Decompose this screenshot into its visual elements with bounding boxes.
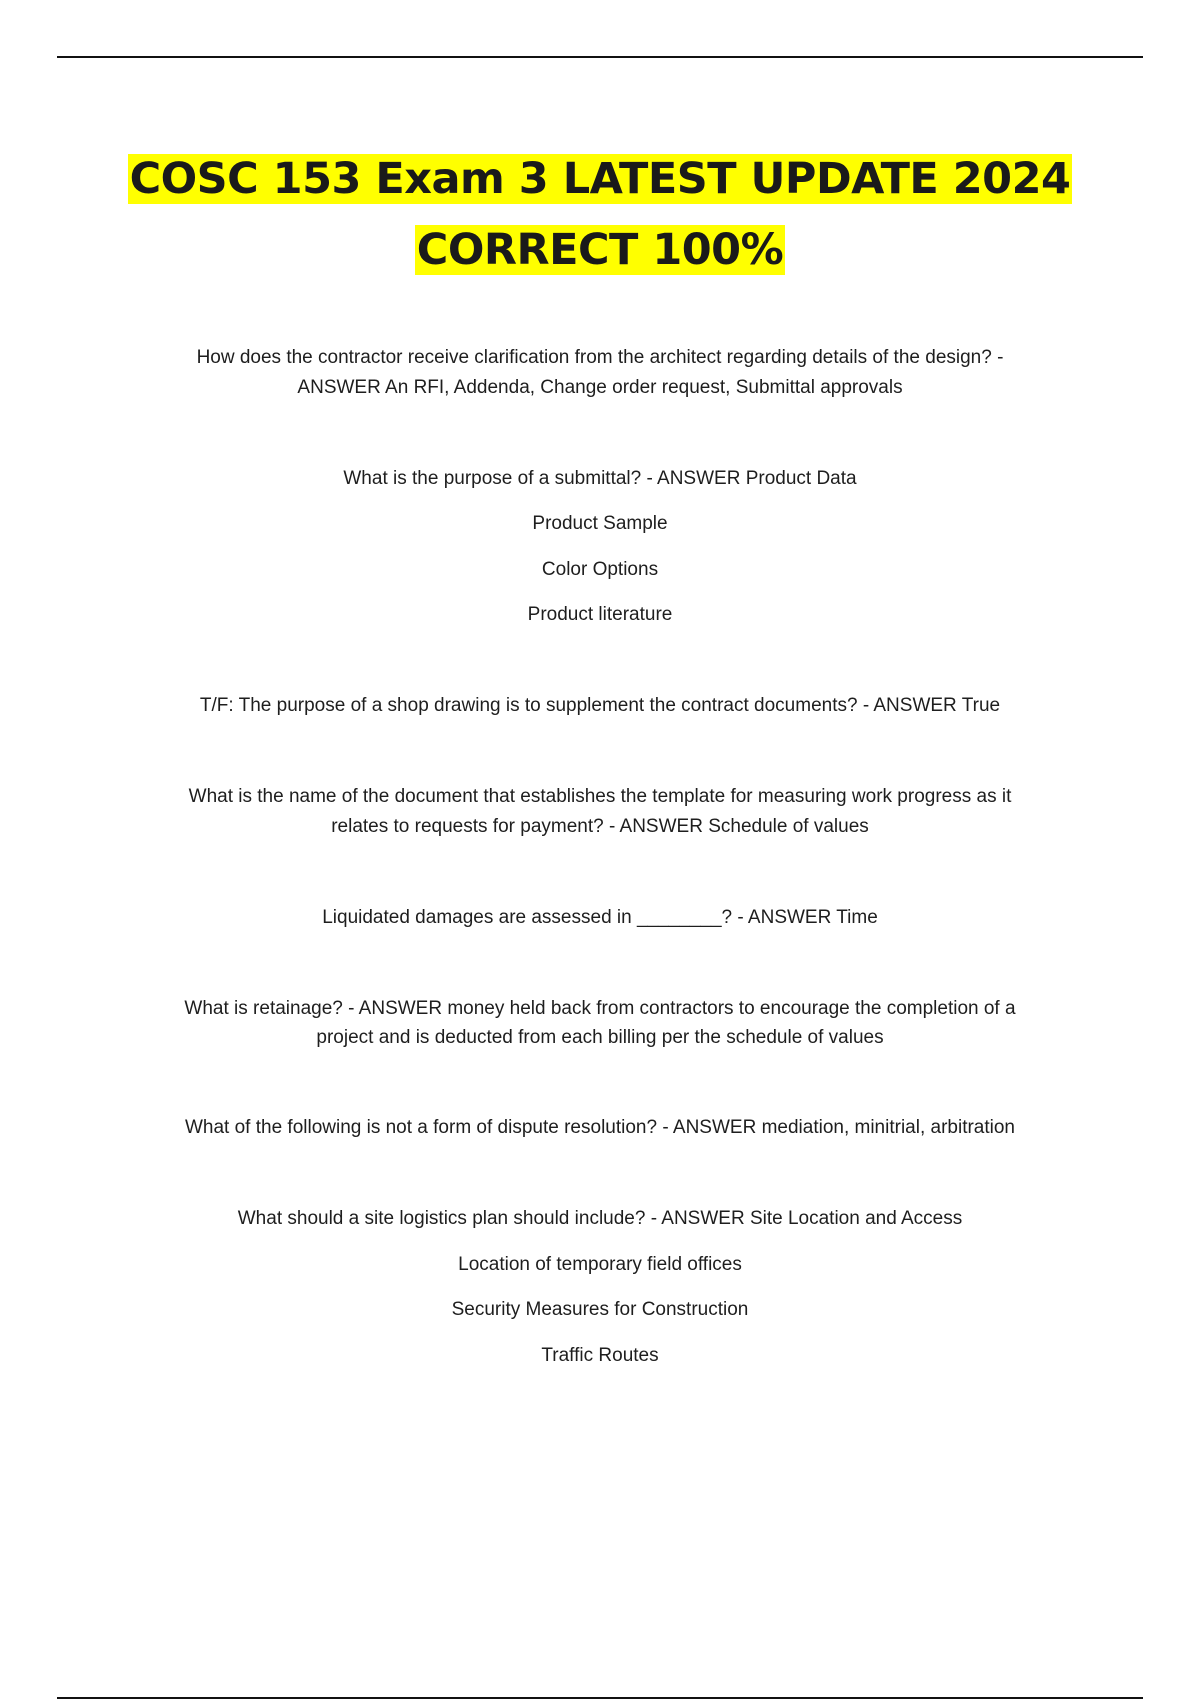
question-1-line-1: How does the contractor receive clarification from the architect regarding details of the design? - [196, 347, 1004, 368]
question-2-line-1: What is the purpose of a submittal? - ANSWER Product Data [343, 468, 857, 489]
question-2-extra-2: Color Options [541, 559, 659, 580]
question-3-line-1: T/F: The purpose of a shop drawing is to supplement the contract documents? - ANSWER True [199, 695, 1001, 716]
bottom-rule [57, 1697, 1143, 1699]
document-title [0, 144, 1200, 286]
question-2-extra-3: Product literature [527, 604, 673, 625]
question-6-line-2: project and is deducted from each billing per the schedule of values [316, 1027, 884, 1048]
question-7-line-1: What of the following is not a form of dispute resolution? - ANSWER mediation, minitrial, arbitration [184, 1117, 1016, 1138]
question-1-line-2: ANSWER An RFI, Addenda, Change order request, Submittal approvals [297, 377, 903, 398]
question-8-line-1: What should a site logistics plan should include? - ANSWER Site Location and Access [237, 1208, 963, 1229]
question-8-extra-2: Security Measures for Construction [451, 1299, 749, 1320]
question-8-extra-3: Traffic Routes [541, 1345, 659, 1366]
question-5-line-1: Liquidated damages are assessed in ________? - ANSWER Time [322, 907, 878, 928]
title-line-2: CORRECT 100% [416, 225, 784, 275]
question-4-line-2: relates to requests for payment? - ANSWER Schedule of values [331, 816, 869, 837]
question-4-line-1: What is the name of the document that establishes the template for measuring work progress as it [188, 786, 1012, 807]
question-8-extra-1: Location of temporary field offices [458, 1254, 742, 1275]
question-2-extra-1: Product Sample [532, 513, 668, 534]
top-rule [57, 56, 1143, 58]
title-line-1: COSC 153 Exam 3 LATEST UPDATE 2024 [129, 154, 1071, 204]
question-6-line-1: What is retainage? - ANSWER money held back from contractors to encourage the completion of a [184, 998, 1016, 1019]
